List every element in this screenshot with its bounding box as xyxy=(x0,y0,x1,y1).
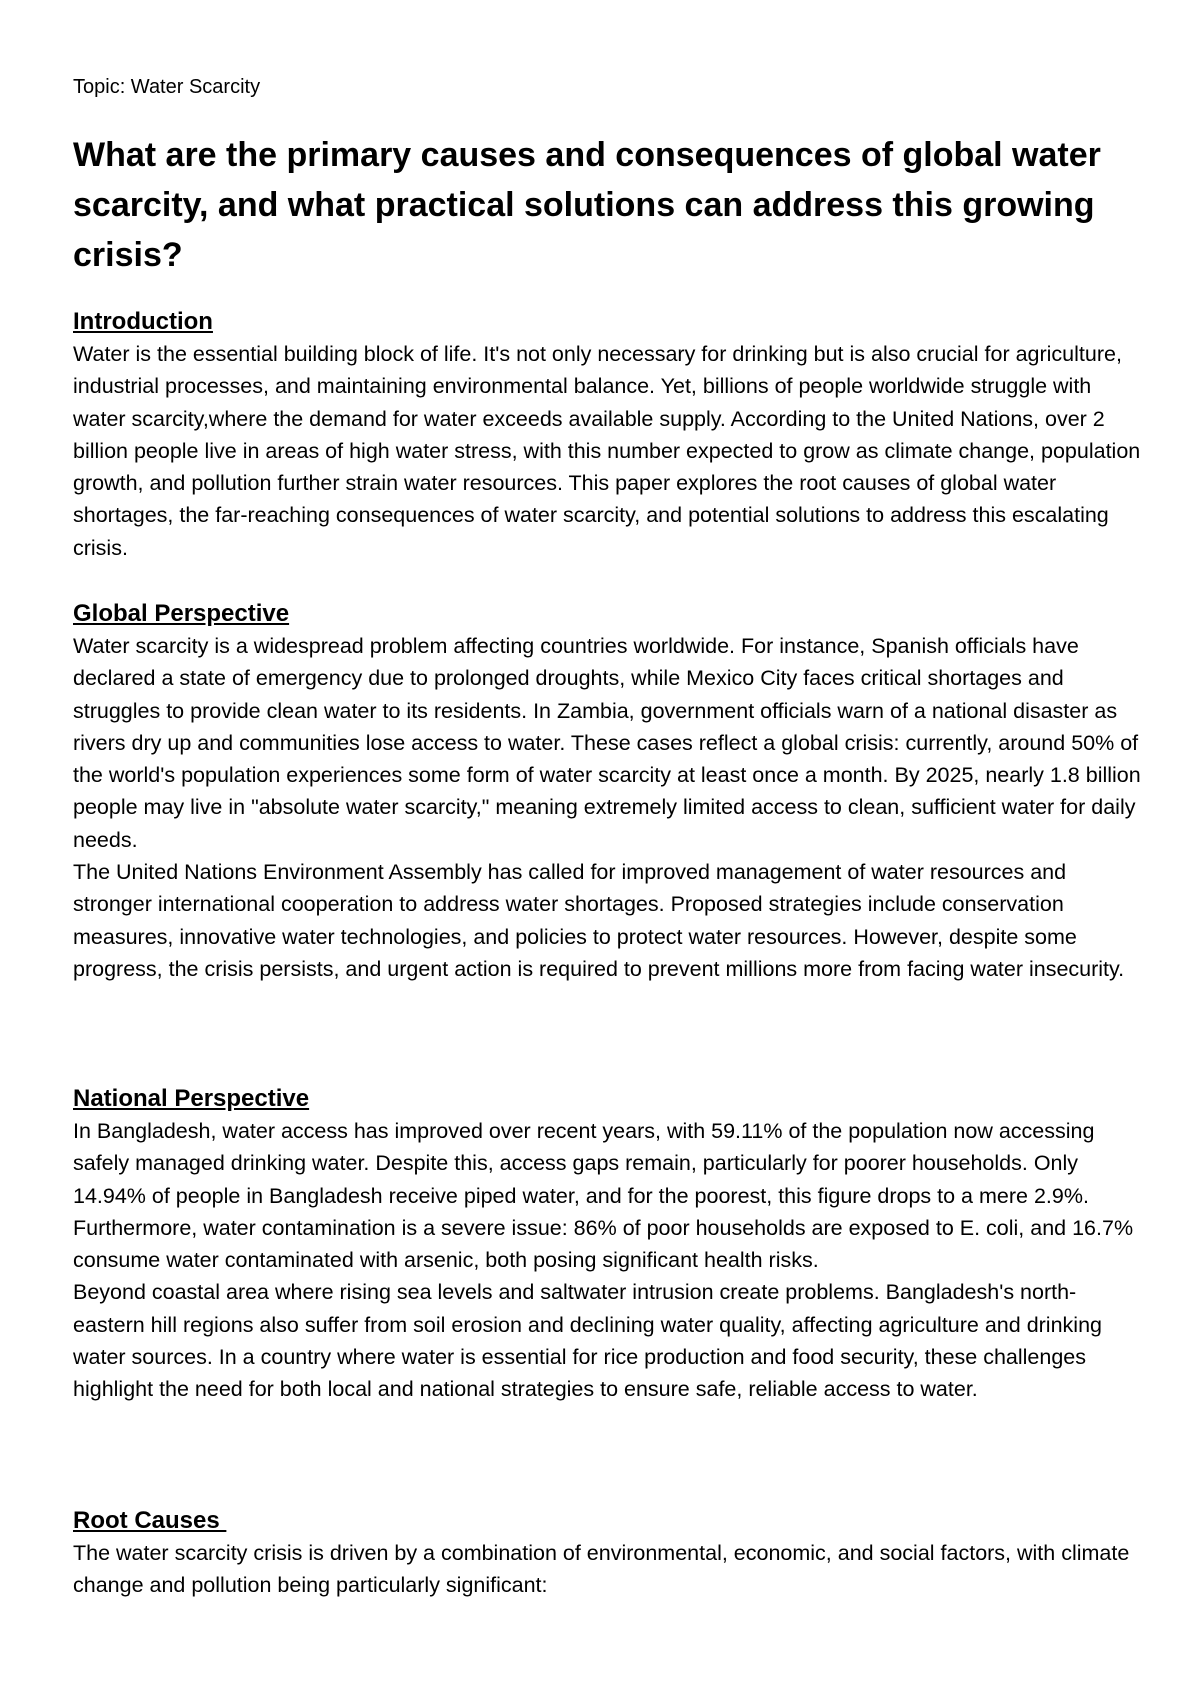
section-heading-root-causes: Root Causes xyxy=(73,1507,227,1534)
page-title: What are the primary causes and consequences of global water scarcity, and what practical solutions can address this growing crisis? xyxy=(73,136,1101,274)
paragraph: The water scarcity crisis is driven by a combination of environmental, economic, and social factors, with climate change and pollution being particularly significant: xyxy=(73,1541,1130,1598)
section-heading-introduction: Introduction xyxy=(73,308,213,335)
paragraph: In Bangladesh, water access has improved over recent years, with 59.11% of the population now accessing safely managed drinking water. Despite this, access gaps remain, particularly for poorer households. Only 14.94% of people in Bangladesh receive piped water, and for the poorest, this figure drops to a mere 2.9%. Furthermore, water contamination is a severe issue: 86% of poor households are exposed to E. coli, and 16.7% consume water contaminated with arsenic, both posing significant health risks. xyxy=(73,1119,1134,1273)
section-national-perspective xyxy=(73,1083,1143,1406)
topic-label: Topic: Water Scarcity xyxy=(73,76,261,98)
section-introduction xyxy=(73,306,1143,564)
paragraph: Water is the essential building block of life. It's not only necessary for drinking but is also crucial for agriculture, industrial processes, and maintaining environmental balance. Yet, billions of people worldwide struggle with water scarcity,where the demand for water exceeds available supply. According to the United Nations, over 2 billion people live in areas of high water stress, with this number expected to grow as climate change, population growth, and pollution further strain water resources. This paper explores the root causes of global water shortages, the far-reaching consequences of water scarcity, and potential solutions to address this escalating crisis. xyxy=(73,342,1141,560)
section-heading-global-perspective: Global Perspective xyxy=(73,600,290,627)
paragraph: Beyond coastal area where rising sea levels and saltwater intrusion create problems. Bangladesh's north-eastern hill regions also suffer from soil erosion and declining water quality, affecting agriculture and drinking water sources. In a country where water is essential for rice production and food security, these challenges highlight the need for both local and national strategies to ensure safe, reliable access to water. xyxy=(73,1280,1102,1402)
paragraph: The United Nations Environment Assembly has called for improved management of water resources and stronger international cooperation to address water shortages. Proposed strategies include conservation measures, innovative water technologies, and policies to protect water resources. However, despite some progress, the crisis persists, and urgent action is required to prevent millions more from facing water insecurity. xyxy=(73,860,1125,981)
paragraph: Water scarcity is a widespread problem affecting countries worldwide. For instance, Spanish officials have declared a state of emergency due to prolonged droughts, while Mexico City faces critical shortages and struggles to provide clean water to its residents. In Zambia, government officials warn of a national disaster as rivers dry up and communities lose access to water. These cases reflect a global crisis: currently, around 50% of the world's population experiences some form of water scarcity at least once a month. By 2025, nearly 1.8 billion people may live in "absolute water scarcity," meaning extremely limited access to clean, sufficient water for daily needs. xyxy=(73,634,1141,852)
section-root-causes xyxy=(73,1505,1143,1602)
section-global-perspective xyxy=(73,598,1143,985)
section-heading-national-perspective: National Perspective xyxy=(73,1085,310,1112)
